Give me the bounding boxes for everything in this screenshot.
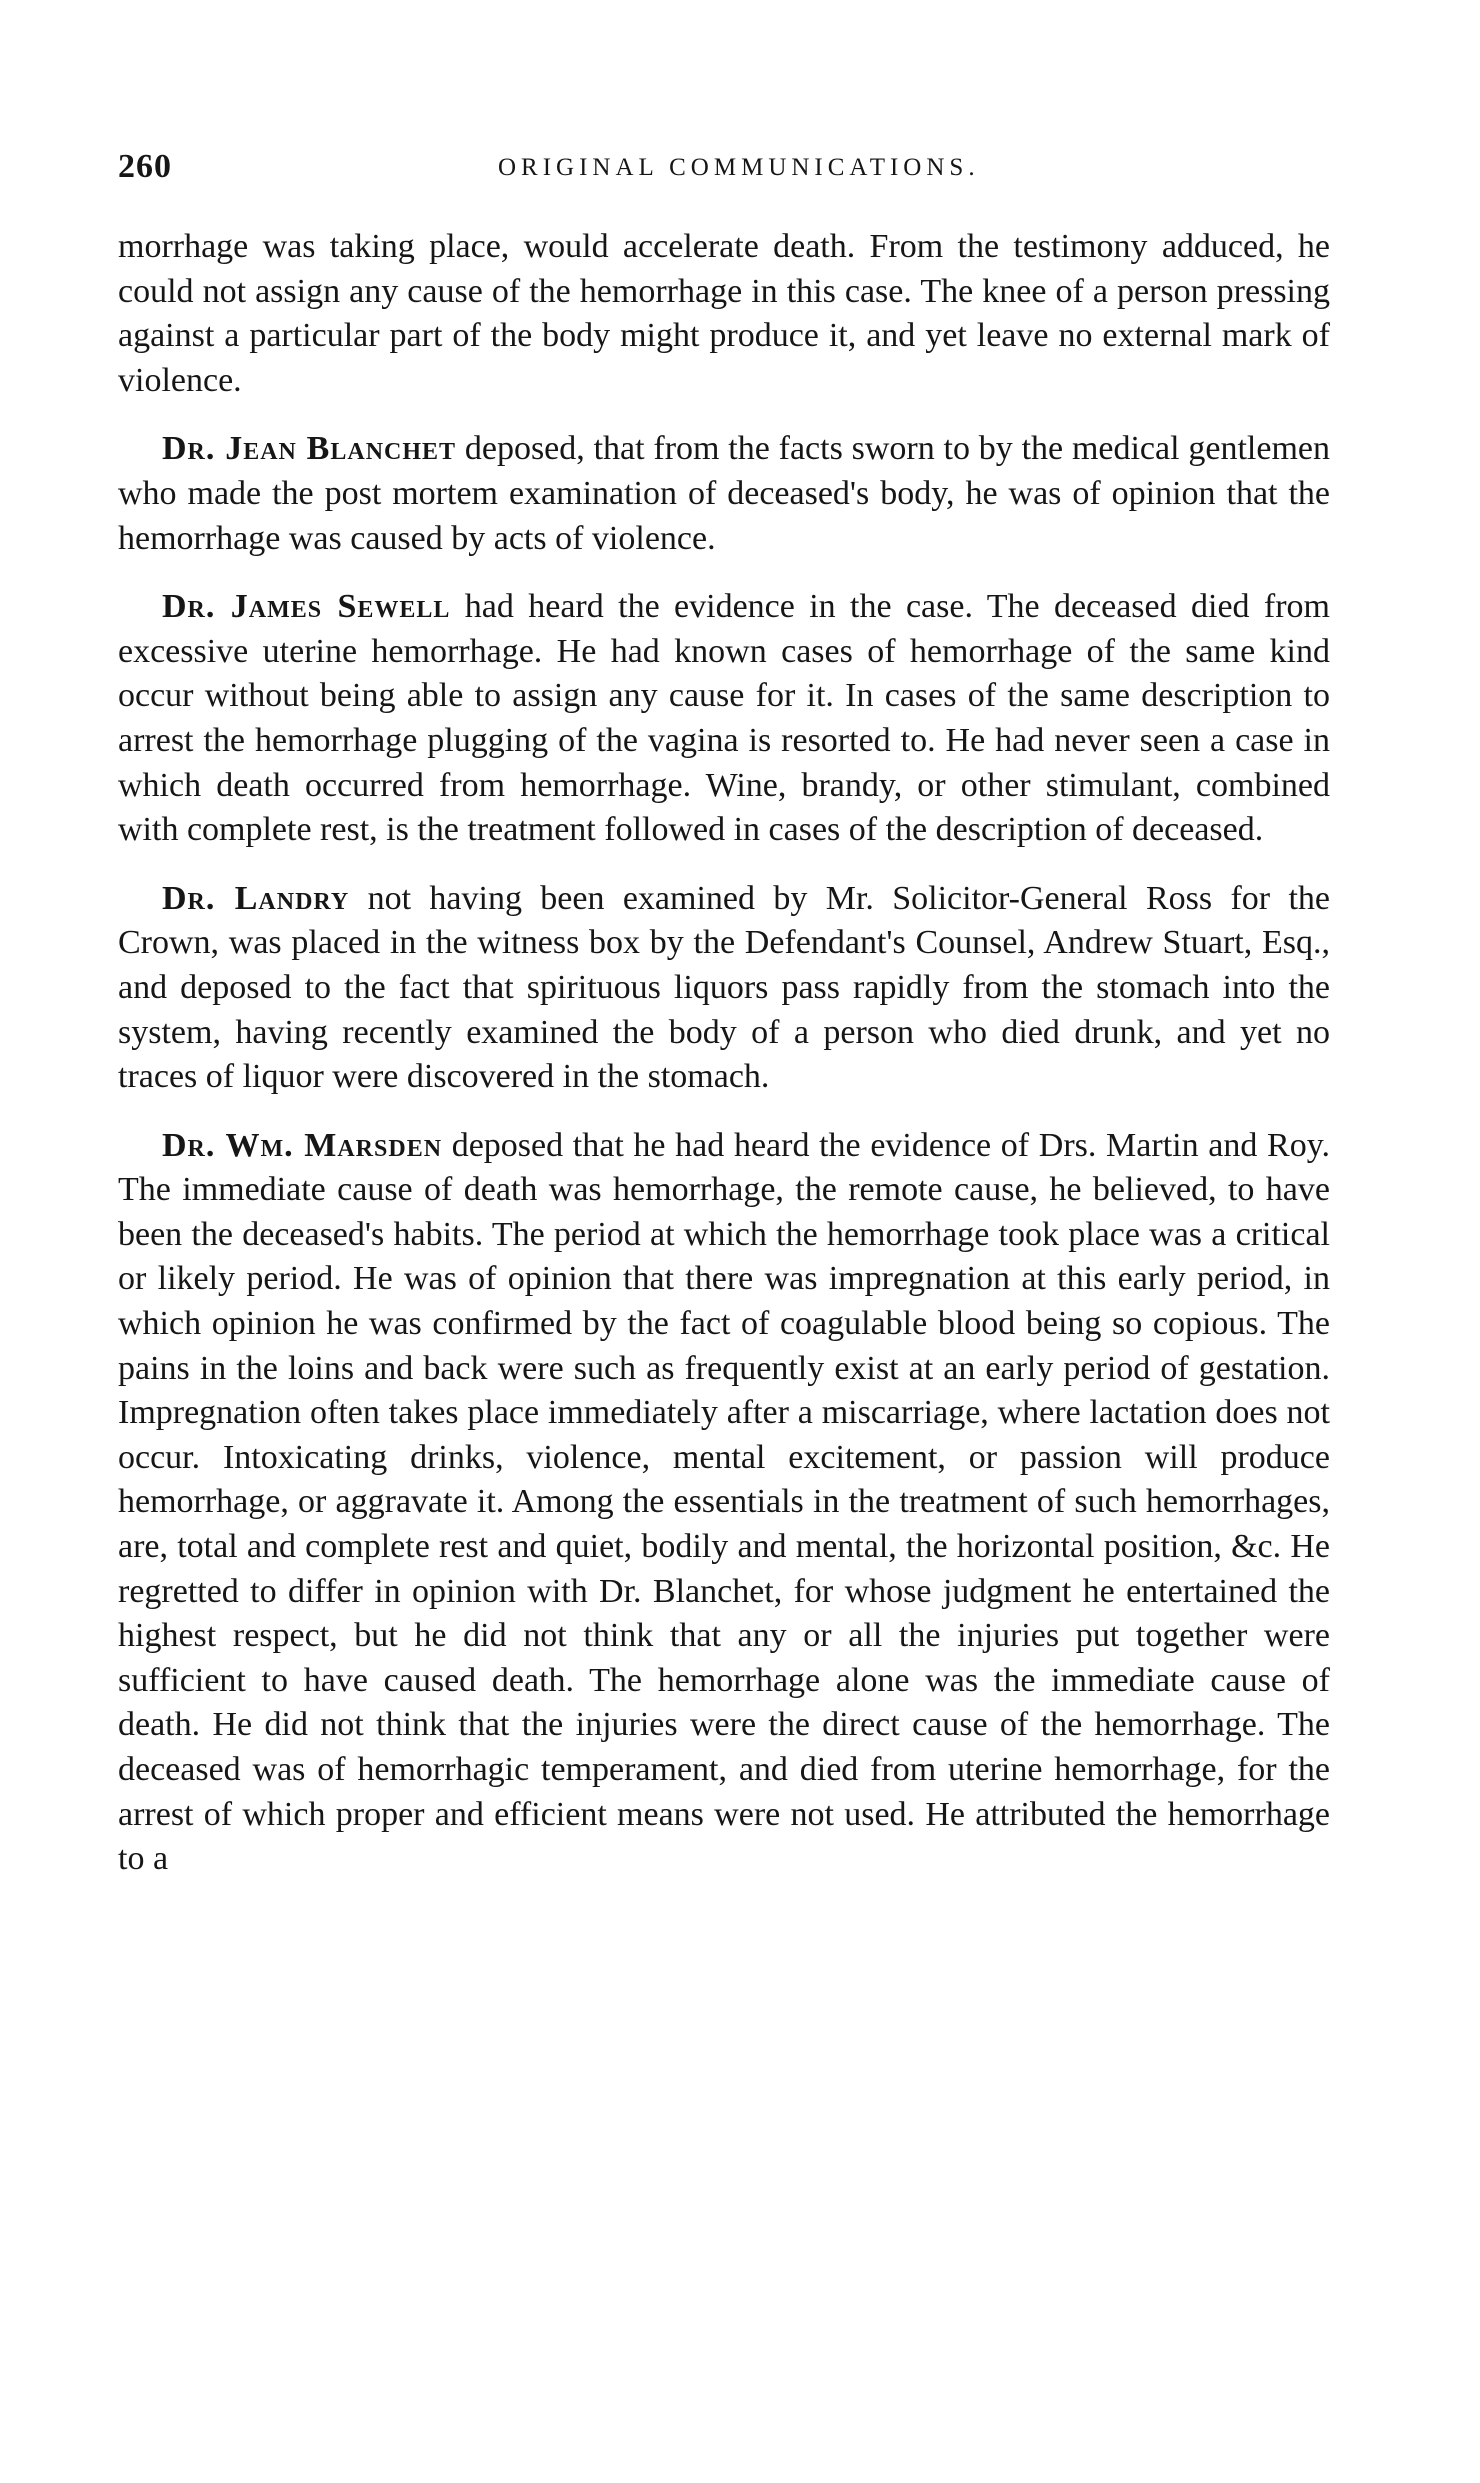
paragraph-blanchet <box>118 427 1330 561</box>
paragraph-landry <box>118 877 1330 1100</box>
running-title: ORIGINAL COMMUNICATIONS. <box>498 154 980 181</box>
speaker-name: Dr. Wm. Marsden <box>162 1126 443 1164</box>
page-number: 260 <box>118 148 172 185</box>
speaker-name: Dr. Landry <box>162 879 350 917</box>
paragraph-text: deposed, that from the facts sworn to by the medical gentlemen who made the post mortem examination of deceased's body, he was of opinion that the hemorrhage was caused by acts of violence. <box>118 430 1330 557</box>
body-text <box>118 225 1330 1906</box>
paragraph-text: had heard the evidence in the case. The deceased died from excessive uterine hemorrhage. He had known cases of hemorrhage of the same kind occur without being able to assign any cause for it. In cases of the same description to arrest the hemorrhage plugging of the vagina is resorted to. He had never seen a case in which death occurred from hemorrhage. Wine, brandy, or other stimulant, combined with complete rest, is the treatment followed in cases of the description of deceased. <box>118 588 1330 849</box>
paragraph-sewell <box>118 585 1330 853</box>
speaker-name: Dr. Jean Blanchet <box>162 430 457 468</box>
paragraph-text: deposed that he had heard the evidence of Drs. Martin and Roy. The immediate cause of death was hemorrhage, the remote cause, he believed, to have been the deceased's habits. The period at which the hemorrhage took place was a critical or likely period. He was of opinion that there was impregnation at this early period, in which opinion he was confirmed by the fact of coagulable blood being so copious. The pains in the loins and back were such as frequently exist at an early period of gestation. Impregnation often takes place immediately after a miscarriage, where lactation does not occur. Intoxicating drinks, violence, mental excitement, or passion will produce hemorrhage, or aggravate it. Among the essentials in the treatment of such hemorrhages, are, total and complete rest and quiet, bodily and mental, the horizontal position, &c. He regretted to differ in opinion with Dr. Blanchet, for whose judgment he entertained the highest respect, but he did not think that any or all the injuries put together were sufficient to have caused death. The hemorrhage alone was the immediate cause of death. He did not think that the injuries were the direct cause of the hemorrhage. The deceased was of hemorrhagic temperament, and died from uterine hemorrhage, for the arrest of which proper and efficient means were not used. He attributed the hemorrhage to a <box>118 1126 1330 1878</box>
paragraph-marsden <box>118 1124 1330 1882</box>
page-header <box>118 148 1358 198</box>
paragraph-text: not having been examined by Mr. Solicitor-General Ross for the Crown, was placed in the witness box by the Defendant's Counsel, Andrew Stuart, Esq., and deposed to the fact that spirituous liquors pass rapidly from the stomach into the system, having recently examined the body of a person who died drunk, and yet no traces of liquor were discovered in the stomach. <box>118 879 1330 1096</box>
paragraph-text: morrhage was taking place, would accelerate death. From the testimony adduced, he could not assign any cause of the hemorrhage in this case. The knee of a person pressing against a particular part of the body might produce it, and yet leave no external mark of violence. <box>118 228 1330 399</box>
paragraph-continuation <box>118 225 1330 403</box>
speaker-name: Dr. James Sewell <box>162 588 451 626</box>
